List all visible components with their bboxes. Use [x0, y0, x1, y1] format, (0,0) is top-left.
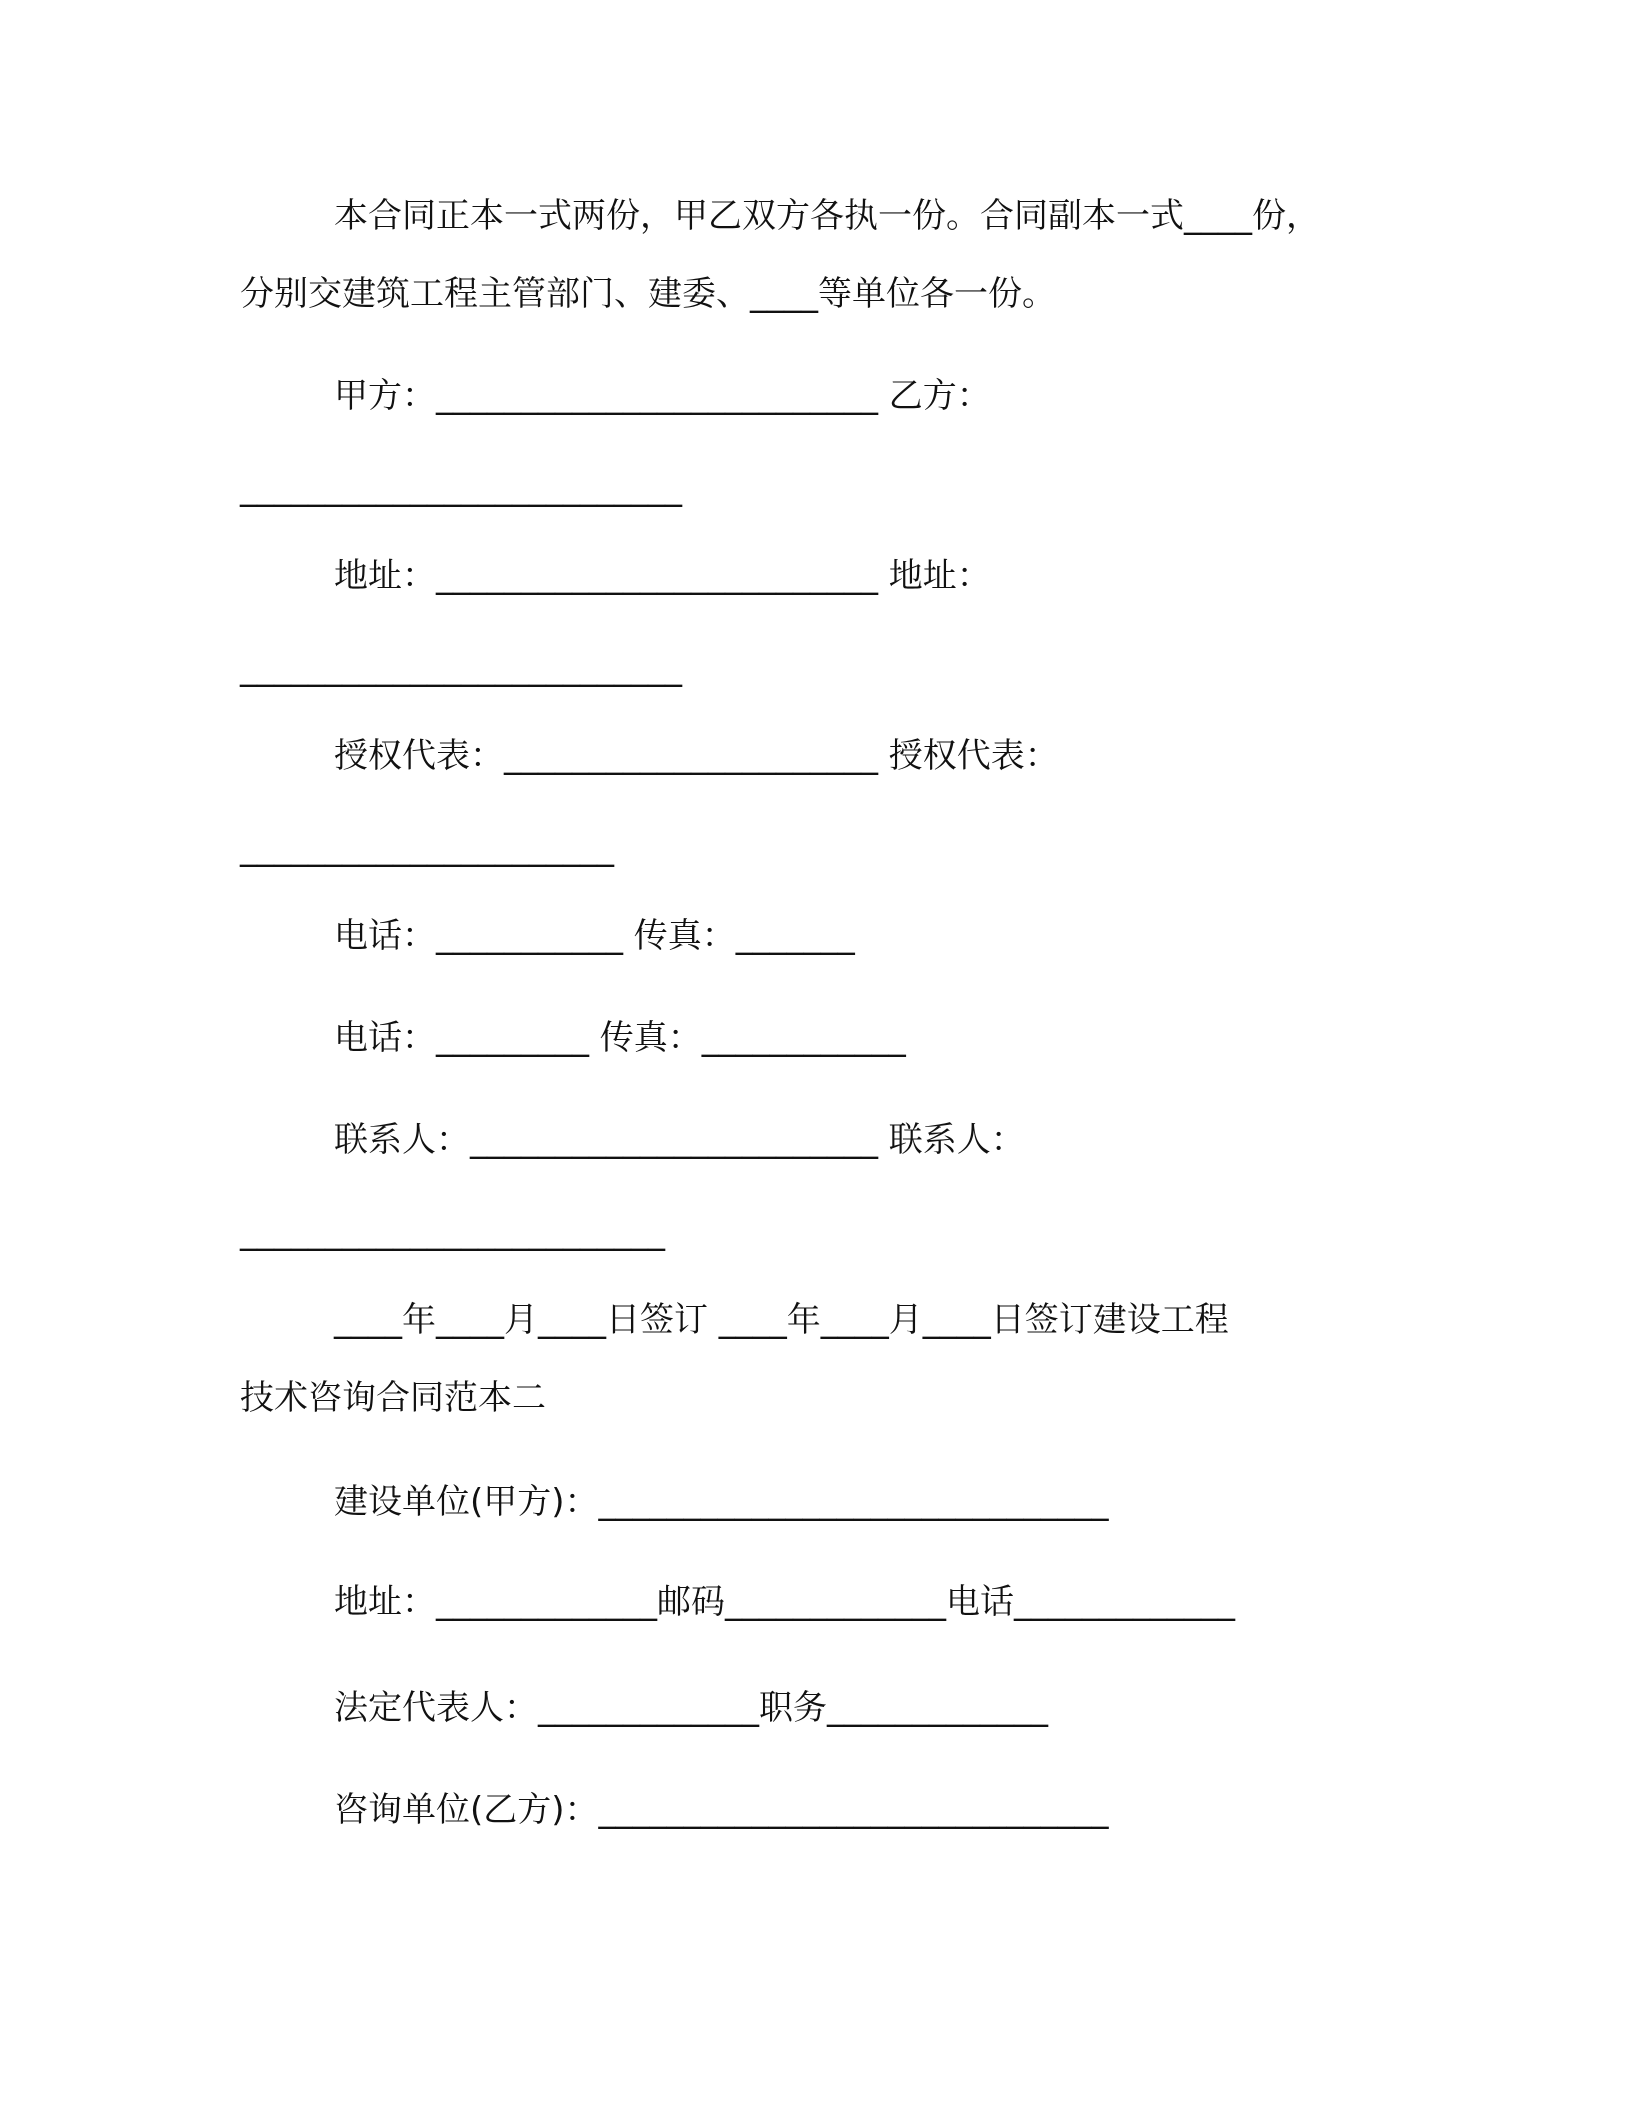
party-b-blank: __________________________ [240, 468, 682, 508]
phone-fax-line-a: 电话：___________ 传真：_______ [334, 916, 855, 956]
phone-fax-line-b: 电话：_________ 传真：____________ [334, 1018, 906, 1058]
legal-rep-line: 法定代表人：_____________职务_____________ [334, 1688, 1048, 1728]
address-b-blank: __________________________ [240, 648, 682, 688]
section-title: 技术咨询合同范本二 [240, 1378, 546, 1418]
contract-copies-line: 本合同正本一式两份，甲乙双方各执一份。合同副本一式____份， [334, 196, 1320, 236]
consulting-unit-line: 咨询单位(乙方)：______________________________ [334, 1790, 1109, 1830]
authorized-rep-b-blank: ______________________ [240, 828, 614, 868]
contact-b-blank: _________________________ [240, 1212, 665, 1252]
contract-copies-line-cont: 分别交建筑工程主管部门、建委、____等单位各一份。 [240, 274, 1056, 314]
client-address-line: 地址：_____________邮码_____________电话_____________ [334, 1582, 1235, 1622]
party-a-line: 甲方：__________________________ 乙方： [334, 376, 991, 416]
signing-date-line: ____年____月____日签订 ____年____月____日签订建设工程 [334, 1300, 1229, 1340]
client-unit-line: 建设单位(甲方)：______________________________ [334, 1482, 1109, 1522]
authorized-rep-line: 授权代表：______________________ 授权代表： [334, 736, 1059, 776]
address-line: 地址：__________________________ 地址： [334, 556, 991, 596]
contact-line: 联系人：________________________ 联系人： [334, 1120, 1025, 1160]
